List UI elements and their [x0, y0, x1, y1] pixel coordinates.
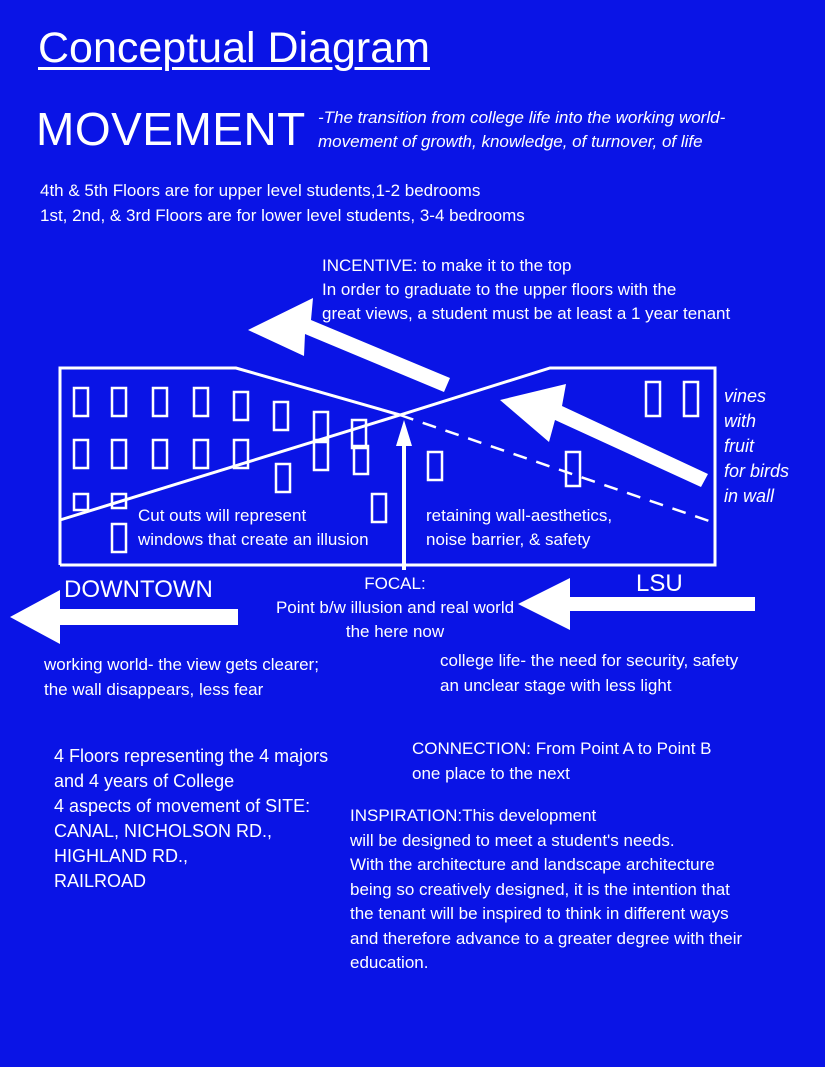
vines-note [724, 384, 789, 509]
window [314, 442, 328, 470]
connection-note [412, 736, 712, 786]
connection-text: From Point A to Point B [535, 739, 712, 758]
window [234, 392, 248, 420]
cutouts-note [138, 504, 369, 552]
window [194, 388, 208, 416]
four-line6: RAILROAD [54, 871, 147, 891]
four-line3: 4 aspects of movement of SITE: [54, 796, 311, 816]
lsu-label: LSU [636, 570, 683, 597]
working-line1: working world- the view gets clearer; [44, 655, 319, 674]
window [112, 524, 126, 552]
four-line1: 4 Floors representing the 4 majors [54, 746, 329, 766]
inspiration-line: education. [350, 953, 429, 972]
vines-line: in wall [724, 486, 775, 506]
four-line4: CANAL, NICHOLSON RD., [54, 821, 273, 841]
inspiration-line: being so creatively designed, it is the intention that [350, 879, 730, 899]
connection-line2: one place to the next [412, 764, 570, 783]
focal-line2: the here now [345, 622, 445, 641]
movement-heading: MOVEMENT [36, 103, 306, 155]
inspiration-line: With the architecture and landscape architecture [350, 855, 715, 874]
movement-desc-line1: -The transition from college life into the working world- [318, 108, 726, 127]
cutouts-line2: windows that create an illusion [138, 530, 369, 549]
inspiration-line: and therefore advance to a greater degree with their [350, 928, 743, 948]
floors-line1: 4th & 5th Floors are for upper level students,1-2 bedrooms [40, 181, 481, 200]
incentive-note [322, 254, 730, 326]
retaining-line2: noise barrier, & safety [426, 530, 591, 549]
focal-arrow [396, 420, 412, 570]
window [646, 382, 660, 416]
floors-line2: 1st, 2nd, & 3rd Floors are for lower level students, 3-4 bedrooms [40, 206, 525, 225]
focal-line1: Point b/w illusion and real world [275, 598, 515, 617]
incentive-line2: In order to graduate to the upper floors with the [322, 280, 677, 299]
floors-note [40, 178, 525, 228]
inspiration-line: the tenant will be inspired to think in different ways [350, 904, 729, 923]
vines-line: with [724, 411, 757, 431]
incentive-label: INCENTIVE: [322, 256, 418, 275]
vines-line: vines [724, 386, 767, 406]
window [112, 440, 126, 468]
window [354, 446, 368, 474]
working-world-note [44, 652, 319, 702]
window [74, 494, 88, 510]
window [428, 452, 442, 480]
inspiration-text: This development [462, 806, 597, 825]
window [372, 494, 386, 522]
window [153, 440, 167, 468]
movement-description [318, 106, 725, 154]
four-line5: HIGHLAND RD., [54, 846, 189, 866]
retaining-line1: retaining wall-aesthetics, [426, 506, 613, 525]
downtown-label: DOWNTOWN [64, 576, 213, 603]
window [74, 388, 88, 416]
connection-arrow [500, 384, 708, 487]
window [314, 412, 328, 440]
inspiration-line: will be designed to meet a student's needs. [350, 830, 675, 850]
focal-label: FOCAL: [364, 574, 426, 593]
window [684, 382, 698, 416]
window [352, 420, 366, 448]
vines-line: for birds [724, 461, 790, 481]
college-line2: an unclear stage with less light [440, 676, 672, 695]
college-line1: college life- the need for security, safety [440, 651, 739, 670]
vines-line: fruit [724, 436, 755, 456]
focal-note [260, 572, 530, 644]
movement-desc-line2: movement of growth, knowledge, of turnover, of life [318, 132, 703, 151]
inspiration-note [350, 804, 742, 976]
inspiration-label: INSPIRATION: [350, 806, 463, 825]
working-line2: the wall disappears, less fear [44, 680, 264, 699]
page-title: Conceptual Diagram [38, 24, 430, 72]
cutouts-line1: Cut outs will represent [138, 506, 307, 525]
four-floors-note [54, 744, 328, 894]
window [194, 440, 208, 468]
connection-label: CONNECTION: [412, 739, 531, 758]
window [274, 402, 288, 430]
window [153, 388, 167, 416]
college-life-note [440, 648, 738, 698]
window [74, 440, 88, 468]
four-line2: and 4 years of College [54, 771, 235, 791]
window [112, 388, 126, 416]
window [276, 464, 290, 492]
retaining-note [426, 504, 612, 552]
incentive-line3: great views, a student must be at least a 1 year tenant [322, 304, 731, 323]
window [566, 452, 580, 486]
incentive-text: to make it to the top [422, 256, 572, 275]
